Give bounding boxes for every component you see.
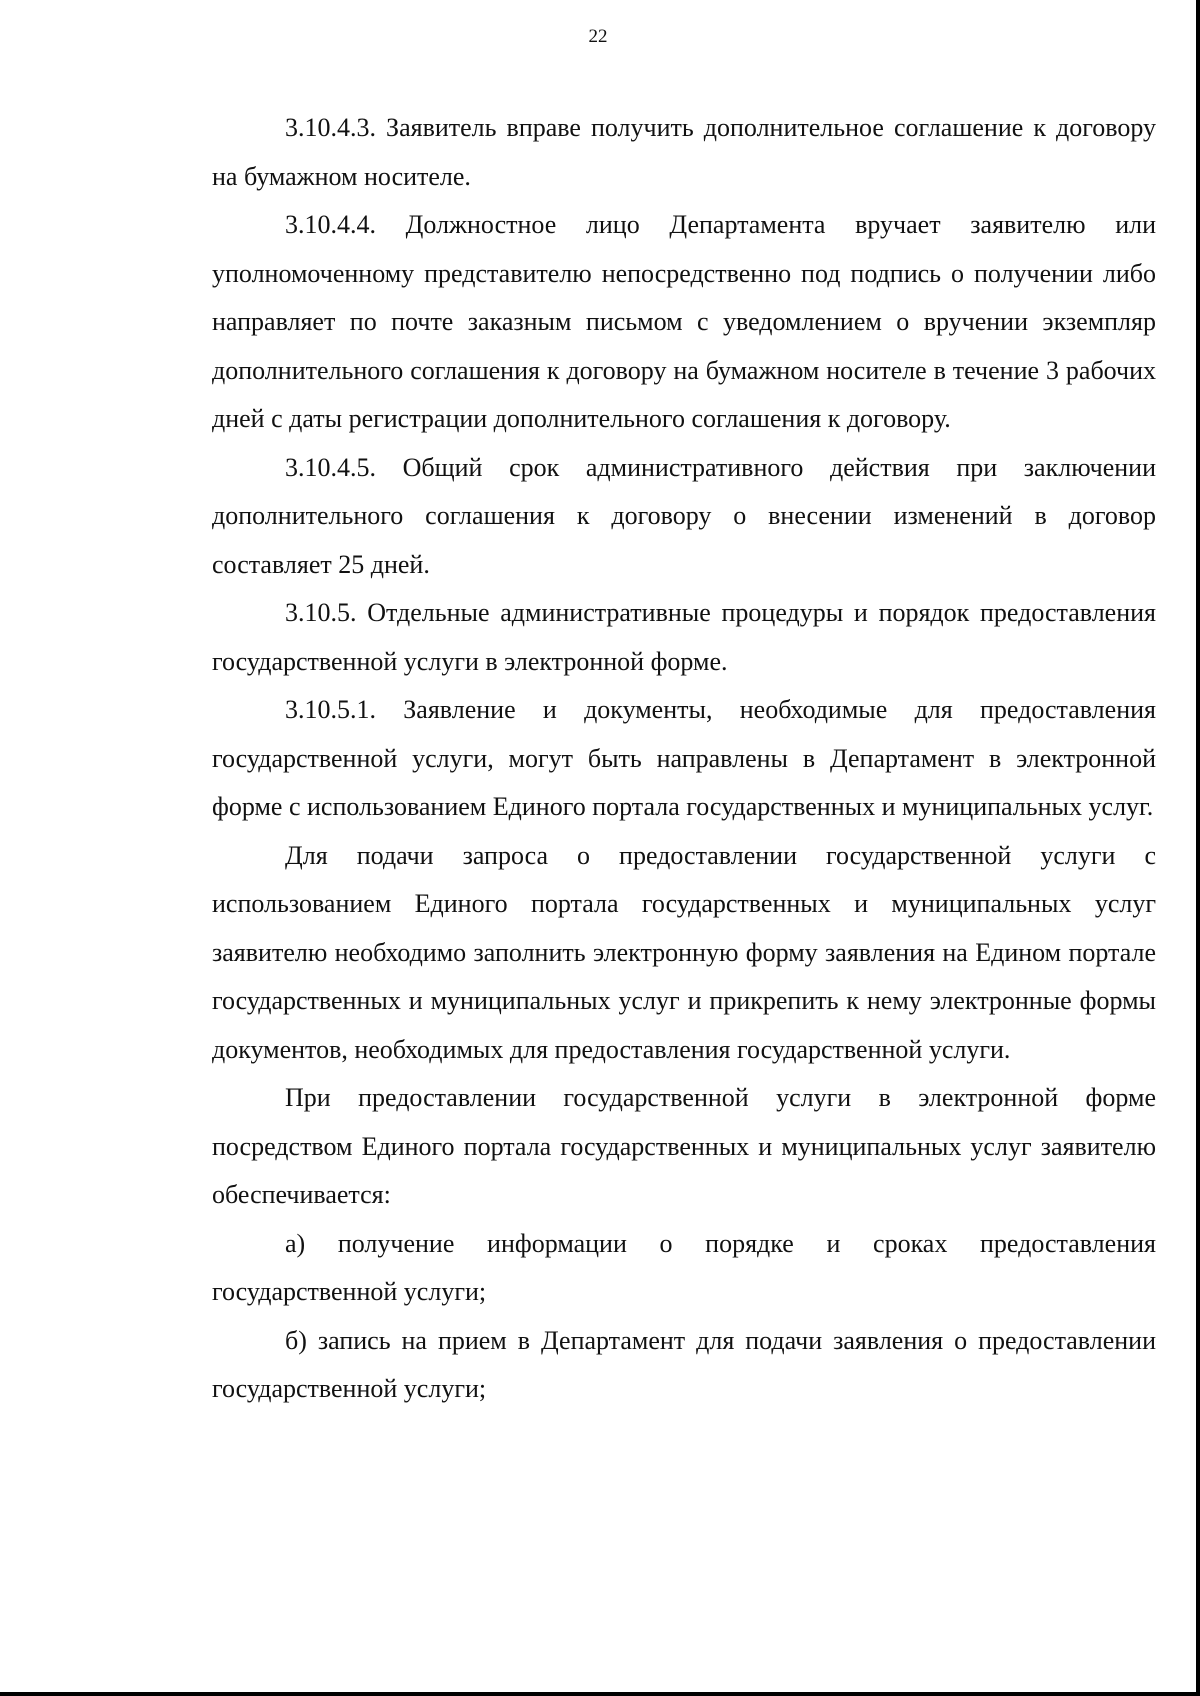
- list-item-b: б) запись на прием в Департамент для подачи заявления о предоставлении государственной услуги;: [212, 1325, 1156, 1403]
- page-number: 22: [588, 26, 608, 47]
- paragraph-portal-request: Для подачи запроса о предоставлении государственной услуги с использованием Единого портала государственных и муниципальных услуг заявителю необходимо заполнить электронную форму заявления на Едином портале государственных и муниципальных услуг и прикрепить к нему электронные формы документов, необходимых для предоставления государственной услуги.: [212, 840, 1156, 1064]
- paragraph-3-10-4-3: 3.10.4.3. Заявитель вправе получить дополнительное соглашение к договору на бумажном носителе.: [212, 113, 1156, 191]
- paragraph-portal-provides: При предоставлении государственной услуги в электронной форме посредством Единого портала государственных и муниципальных услуг заявителю обеспечивается:: [212, 1083, 1156, 1209]
- paragraph-3-10-4-5: 3.10.4.5. Общий срок административного действия при заключении дополнительного соглашения к договору о внесении изменений в договор составляет 25 дней.: [212, 452, 1156, 579]
- list-item-a: а) получение информации о порядке и сроках предоставления государственной услуги;: [212, 1228, 1156, 1306]
- paragraph-3-10-5: 3.10.5. Отдельные административные процедуры и порядок предоставления государственной услуги в электронной форме.: [212, 598, 1156, 676]
- paragraph-3-10-4-4: 3.10.4.4. Должностное лицо Департамента вручает заявителю или уполномоченному представителю непосредственно под подпись о получении либо направляет по почте заказным письмом с уведомлением о вручении экземпляр дополнительного соглашения к договору на бумажном носителе в течение 3 рабочих дней с даты регистрации дополнительного соглашения к договору.: [212, 210, 1156, 433]
- document-body: [212, 104, 1156, 1414]
- paragraph-3-10-5-1: 3.10.5.1. Заявление и документы, необходимые для предоставления государственной услуги, могут быть направлены в Департамент в электронной форме с использованием Единого портала государственных и муниципальных услуг.: [212, 695, 1156, 821]
